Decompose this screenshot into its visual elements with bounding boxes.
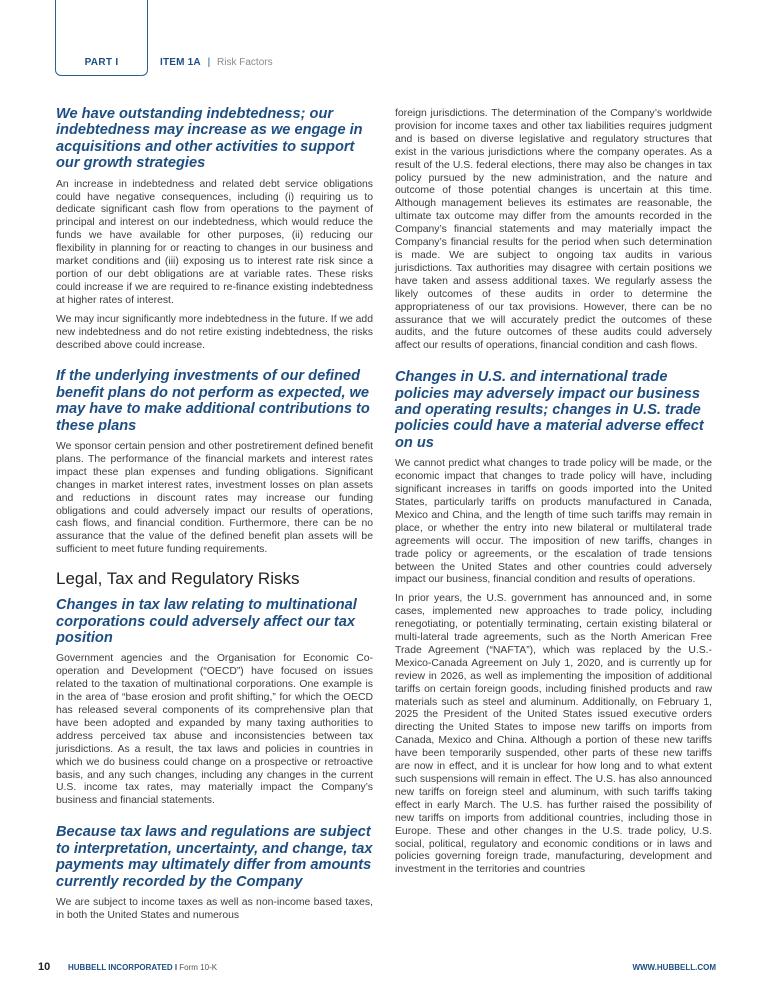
paragraph: We are subject to income taxes as well as non-income based taxes, in both the United States and numerous <box>56 896 373 921</box>
item-breadcrumb <box>160 57 273 68</box>
paragraph: In prior years, the U.S. government has announced and, in some cases, implemented new approaches to trade policy, including renegotiating, or potentially terminating, certain existing bilateral or multi-lateral trade agreements, such as the North American Free Trade Agreement (“NAFTA”), which was replaced by the U.S.-Mexico-Canada Agreement on July 1, 2020, and is currently up for review in 2026, as well as implementing the imposition of additional tariffs on certain foreign goods, including finished products and raw materials such as steel and aluminum. Additionally, on February 1, 2025 the President of the United States issued executive orders directing the United States to impose new tariffs on imports from Canada, Mexico and China. Although a portion of these new tariffs have been temporarily suspended, other parts of these new tariffs are now in effect, and it is unclear for how long and to what extent such suspensions will remain in effect. The U.S. has also announced new tariffs on foreign steel and aluminum, with such tariffs taking effect in early March. The U.S. has further raised the possibility of new tariffs on imports from additional countries, including those in Europe. These and other changes in the U.S. trade policy, U.S. social, political, regulatory and economic conditions or in laws and policies governing foreign trade, manufacturing, development and investment in the territories and countries <box>395 593 712 876</box>
paragraph: We sponsor certain pension and other postretirement defined benefit plans. The performance of the financial markets and interest rates impact these plan expenses and funding obligations. Significant changes in market interest rates, investment losses on plan assets and reductions in discount rates may increase our funding obligations and could adversely impact our results of operations, cash flows, and financial condition. Furthermore, there can be no assurance that the value of the defined benefit plan assets will be sufficient to meet future funding requirements. <box>56 441 373 556</box>
breadcrumb-separator: | <box>207 57 211 68</box>
form-type: Form 10-K <box>179 963 218 972</box>
risk-heading-tax-interpretation: Because tax laws and regulations are subject to interpretation, uncertainty, and change, tax payments may ultimately differ from amounts currently recorded by the Company <box>56 824 373 890</box>
page-footer <box>38 963 716 977</box>
item-number: ITEM 1A <box>160 57 201 68</box>
paragraph: We may incur significantly more indebtedness in the future. If we add new indebtedness and do not retire existing indebtedness, the risks described above could increase. <box>56 313 373 351</box>
part-label: PART I <box>84 57 119 68</box>
footer-divider: I <box>172 963 180 972</box>
right-column <box>395 108 712 883</box>
risk-heading-tax-law: Changes in tax law relating to multinational corporations could adversely affect our tax position <box>56 597 357 646</box>
risk-heading-benefit-plans: If the underlying investments of our defined benefit plans do not perform as expected, we may have to make additional contributions to these plans <box>56 368 370 434</box>
website-link[interactable]: WWW.HUBBELL.COM <box>632 963 716 972</box>
paragraph: An increase in indebtedness and related debt service obligations could have negative consequences, including (i) requiring us to dedicate significant cash flow from operations to the payment of principal and interest on our indebtedness, which would reduce the funds we have available for other purposes, (ii) reducing our flexibility in planning for or reacting to changes in our business and market conditions and (iii) exposing us to interest rate risk since a portion of our debt obligations are at variable rates. These risks could increase if we are required to re-finance existing indebtedness at higher rates of interest. <box>56 178 373 306</box>
risk-heading-indebtedness: We have outstanding indebtedness; our indebtedness may increase as we engage in acquisitions and other activities to support our growth strategies <box>56 106 363 172</box>
risk-heading-trade-policy: Changes in U.S. and international trade policies may adversely impact our business and operating results; changes in U.S. trade policies could have a material adverse effect on us <box>395 369 704 451</box>
left-column <box>56 106 373 929</box>
page-number: 10 <box>38 961 51 973</box>
paragraph: We cannot predict what changes to trade policy will be made, or the economic impact that changes to trade policy will have, including significant increases in tariffs on goods imported into the United States, particularly tariffs on products manufactured in Canada, Mexico and China, and the length of time such tariffs may remain in place, or whether the entry into new bilateral or multilateral trade agreements will occur. The imposition of new tariffs, changes in trade policy or agreements, or the escalation of trade tensions between the United States and other countries could adversely impact our business, financial condition and results of operations. <box>395 458 712 586</box>
section-name: Risk Factors <box>217 57 273 68</box>
footer-company <box>68 963 217 972</box>
paragraph-continued: foreign jurisdictions. The determination of the Company’s worldwide provision for income taxes and other tax liabilities requires judgment and is based on diverse legislative and regulatory structures that exist in the various jurisdictions where the company operates. As a result of the U.S. federal elections, there may also be changes in tax policy pursued by the new administration, and the nature and outcome of those potential changes is uncertain at this time. Although management believes its estimates are reasonable, the ultimate tax outcome may differ from the amounts recorded in the Company’s financial statements and may materially impact the Company’s financial results for the period when such determination is made. We are subject to ongoing tax audits in various jurisdictions. Tax authorities may disagree with certain positions we have taken and assess additional taxes. We regularly assess the likely outcomes of these audits in order to determine the appropriateness of our tax provisions. However, there can be no assurance that we will accurately predict the outcomes of these audits, and the future outcomes of these audits could adversely affect our results of operations, financial condition and cash flows. <box>395 108 712 352</box>
paragraph: Government agencies and the Organisation for Economic Co-operation and Development (“OECD”) have focused on issues related to the taxation of multinational corporations. One example is in the area of “base erosion and profit shifting,” for which the OECD has released several components of its comprehensive plan that have been adopted and expanded by many taxing authorities to address perceived tax abuse and inconsistencies between tax jurisdictions. As a result, the tax laws and policies in countries in which we do business could change on a prospective or retroactive basis, and any such changes, including any changes in the current U.S. income tax rates, may materially impact the Company’s business and financial statements. <box>56 653 373 807</box>
company-name: HUBBELL INCORPORATED <box>68 963 173 972</box>
section-heading-legal-tax: Legal, Tax and Regulatory Risks <box>56 569 300 589</box>
